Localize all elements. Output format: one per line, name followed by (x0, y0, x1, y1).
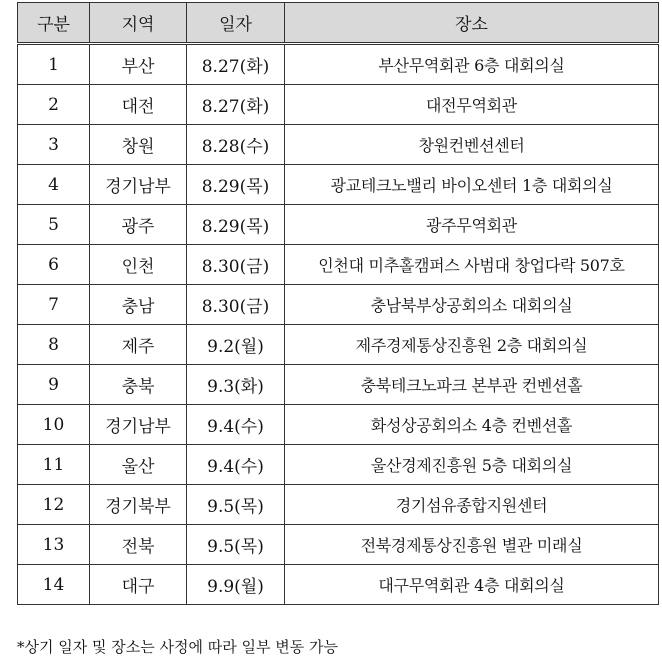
table-row (18, 325, 659, 365)
table-row (18, 365, 659, 405)
cell-place: 제주경제통상진흥원 2층 대회의실 (285, 325, 659, 365)
cell-region: 경기남부 (90, 405, 187, 445)
cell-date: 9.4(수) (187, 405, 285, 445)
cell-region: 대전 (90, 85, 187, 125)
cell-no: 13 (18, 525, 90, 565)
cell-no: 5 (18, 205, 90, 245)
cell-no: 4 (18, 165, 90, 205)
table-row (18, 125, 659, 165)
cell-date: 8.27(화) (187, 85, 285, 125)
cell-date: 9.3(화) (187, 365, 285, 405)
cell-no: 14 (18, 565, 90, 605)
cell-no: 10 (18, 405, 90, 445)
cell-place: 경기섬유종합지원센터 (285, 485, 659, 525)
cell-date: 9.5(목) (187, 525, 285, 565)
cell-no: 1 (18, 44, 90, 85)
cell-place: 광주무역회관 (285, 205, 659, 245)
cell-date: 8.29(목) (187, 165, 285, 205)
cell-region: 충남 (90, 285, 187, 325)
header-date: 일자 (187, 3, 285, 44)
cell-date: 8.28(수) (187, 125, 285, 165)
cell-place: 충북테크노파크 본부관 컨벤션홀 (285, 365, 659, 405)
cell-date: 8.29(목) (187, 205, 285, 245)
cell-place: 광교테크노밸리 바이오센터 1층 대회의실 (285, 165, 659, 205)
cell-region: 부산 (90, 44, 187, 85)
cell-region: 경기북부 (90, 485, 187, 525)
table-row (18, 525, 659, 565)
table-row (18, 565, 659, 605)
header-place: 장소 (285, 3, 659, 44)
cell-date: 8.30(금) (187, 285, 285, 325)
cell-place: 전북경제통상진흥원 별관 미래실 (285, 525, 659, 565)
cell-date: 9.4(수) (187, 445, 285, 485)
cell-place: 화성상공회의소 4층 컨벤션홀 (285, 405, 659, 445)
cell-no: 9 (18, 365, 90, 405)
cell-place: 인천대 미추홀캠퍼스 사범대 창업다락 507호 (285, 245, 659, 285)
cell-place: 울산경제진흥원 5층 대회의실 (285, 445, 659, 485)
table-row (18, 165, 659, 205)
table-row (18, 285, 659, 325)
cell-date: 8.27(화) (187, 44, 285, 85)
table-row (18, 205, 659, 245)
cell-no: 6 (18, 245, 90, 285)
table-row (18, 485, 659, 525)
header-no: 구분 (18, 3, 90, 44)
cell-region: 전북 (90, 525, 187, 565)
cell-no: 8 (18, 325, 90, 365)
cell-place: 창원컨벤션센터 (285, 125, 659, 165)
header-region: 지역 (90, 3, 187, 44)
table-row (18, 445, 659, 485)
cell-place: 충남북부상공회의소 대회의실 (285, 285, 659, 325)
footnote: *상기 일자 및 장소는 사정에 따라 일부 변동 가능 (17, 638, 338, 656)
table-row (18, 245, 659, 285)
table-body (18, 44, 659, 605)
cell-region: 제주 (90, 325, 187, 365)
header-row (18, 3, 659, 44)
cell-date: 8.30(금) (187, 245, 285, 285)
cell-no: 11 (18, 445, 90, 485)
cell-region: 충북 (90, 365, 187, 405)
cell-no: 2 (18, 85, 90, 125)
cell-place: 대전무역회관 (285, 85, 659, 125)
cell-region: 울산 (90, 445, 187, 485)
table-row (18, 405, 659, 445)
cell-region: 인천 (90, 245, 187, 285)
cell-place: 대구무역회관 4층 대회의실 (285, 565, 659, 605)
cell-no: 7 (18, 285, 90, 325)
cell-region: 창원 (90, 125, 187, 165)
cell-region: 경기남부 (90, 165, 187, 205)
cell-region: 광주 (90, 205, 187, 245)
cell-date: 9.2(월) (187, 325, 285, 365)
cell-no: 3 (18, 125, 90, 165)
cell-no: 12 (18, 485, 90, 525)
cell-region: 대구 (90, 565, 187, 605)
schedule-table (17, 2, 659, 605)
cell-date: 9.5(목) (187, 485, 285, 525)
table-header (18, 3, 659, 44)
cell-date: 9.9(월) (187, 565, 285, 605)
cell-place: 부산무역회관 6층 대회의실 (285, 44, 659, 85)
table-row (18, 44, 659, 85)
table-row (18, 85, 659, 125)
